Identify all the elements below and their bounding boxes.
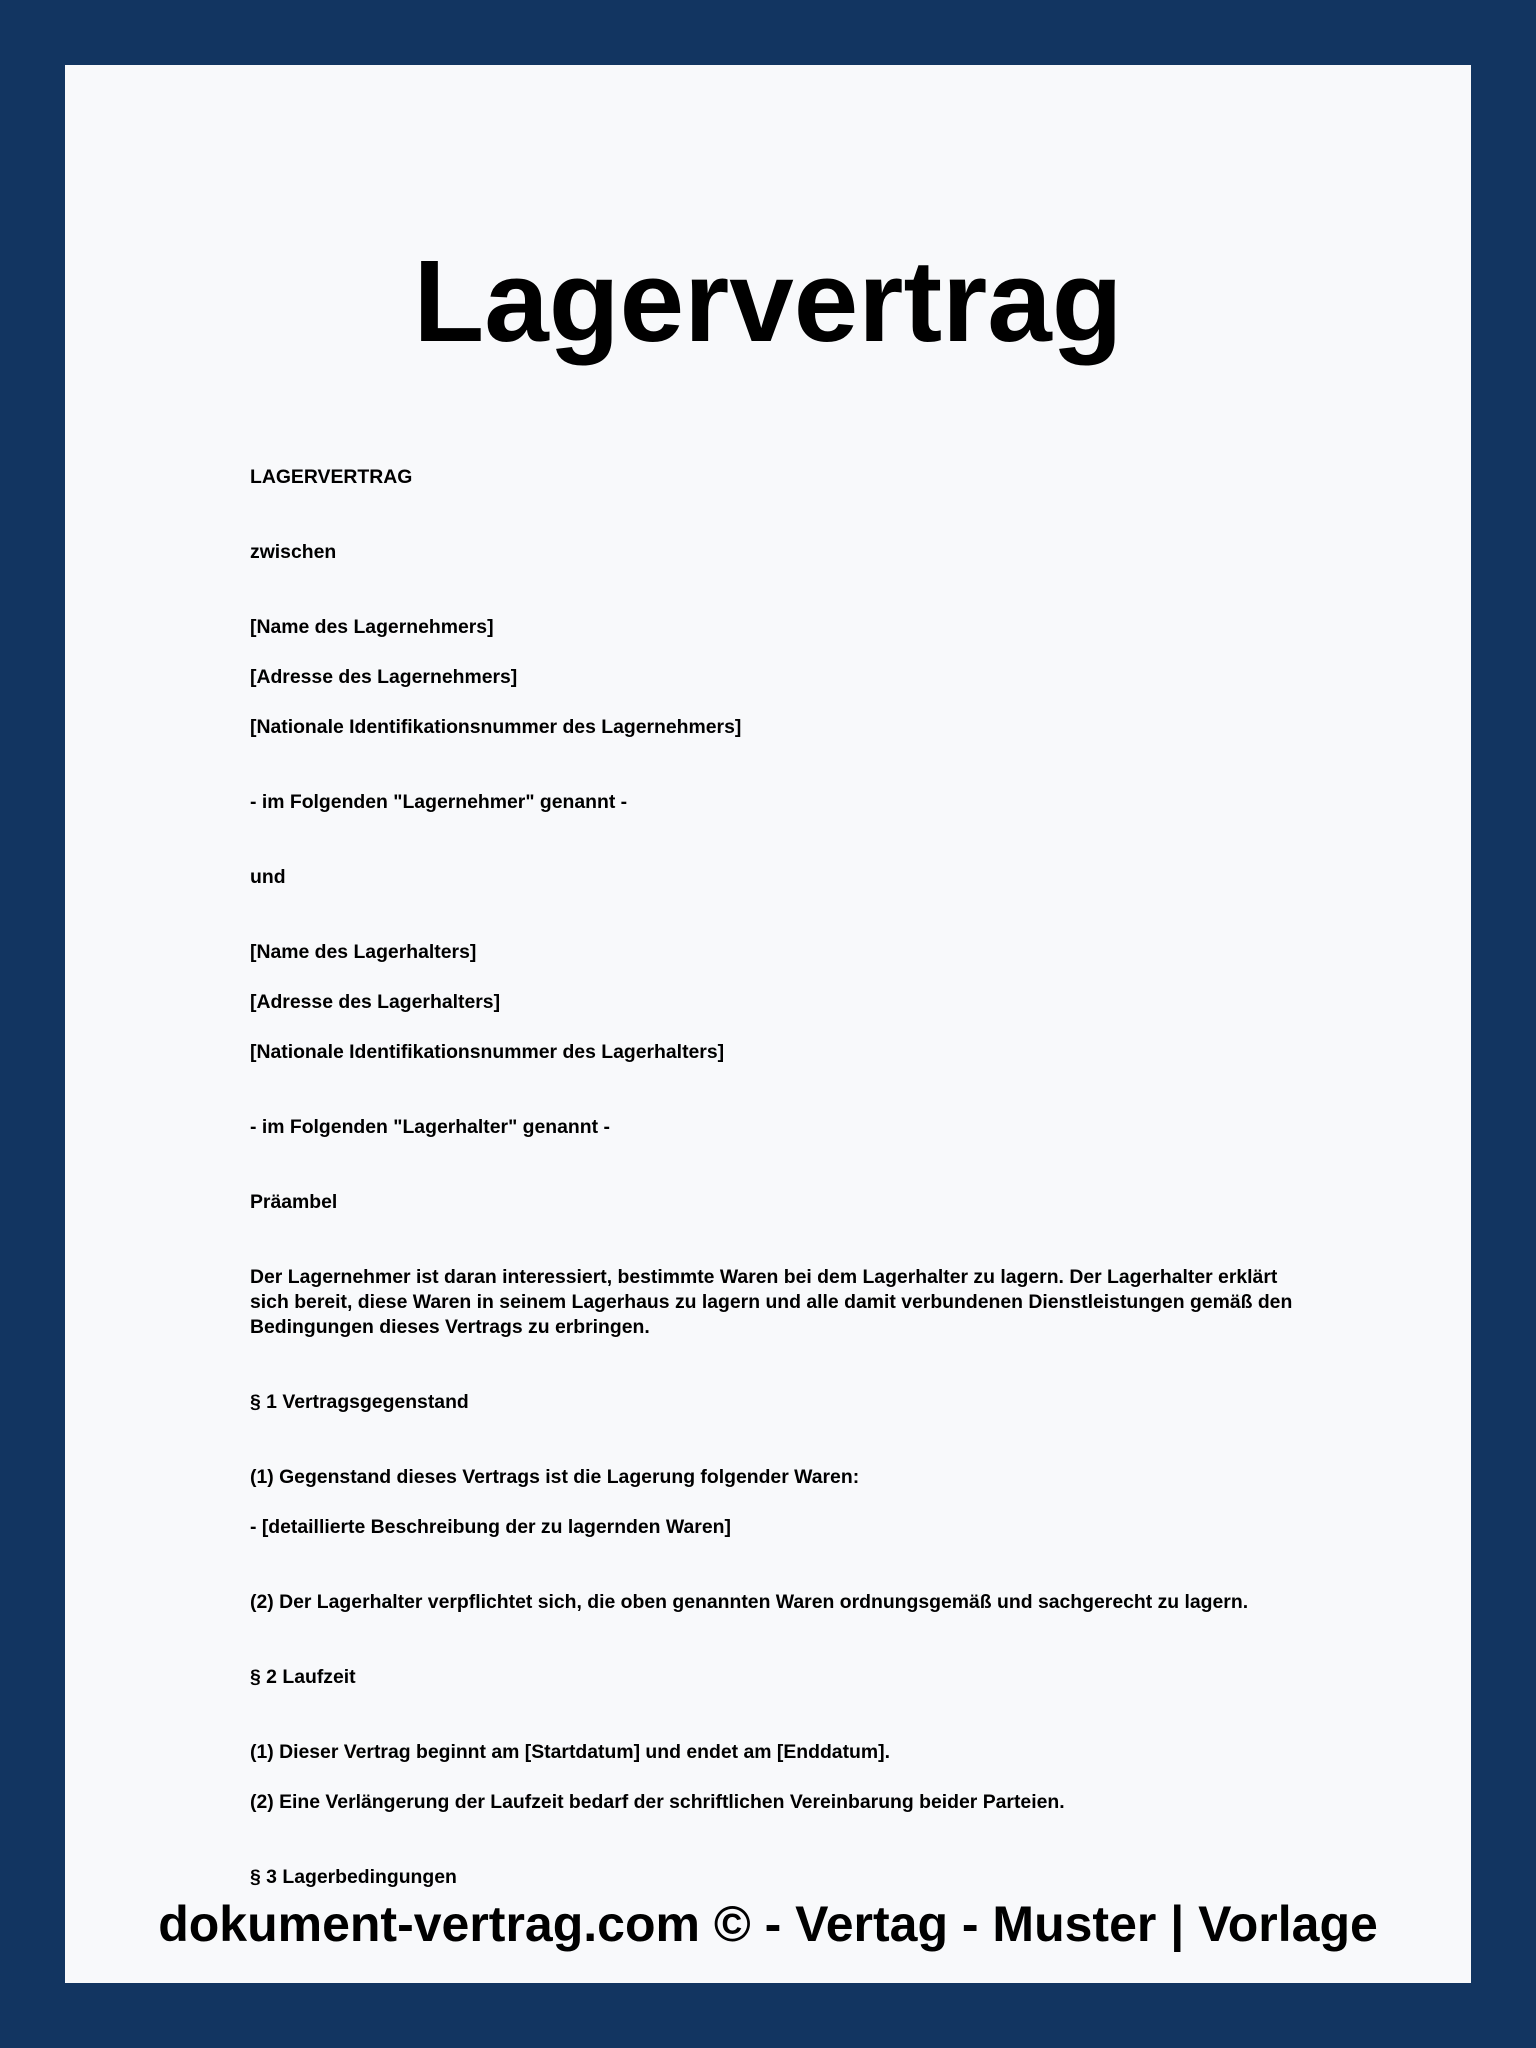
section2-paragraph2: (2) Eine Verlängerung der Laufzeit bedarf der schriftlichen Vereinbarung beider Parteien. bbox=[250, 1791, 1065, 1813]
section1-item: - [detaillierte Beschreibung der zu lagernden Waren] bbox=[250, 1516, 731, 1538]
preamble-text: Der Lagernehmer ist daran interessiert, bestimmte Waren bei dem Lagerhalter zu lagern. Der Lagerhalter erklärt sich bereit, diese Waren in seinem Lagerhaus zu lagern und alle damit verbundenen Dienstleistungen gemäß den Bedingungen dieses Vertrags zu erbringen. bbox=[250, 1266, 1293, 1338]
party1-address: [Adresse des Lagernehmers] bbox=[250, 666, 518, 688]
preamble-heading: Präambel bbox=[250, 1191, 338, 1213]
section1-paragraph1: (1) Gegenstand dieses Vertrags ist die Lagerung folgender Waren: bbox=[250, 1466, 860, 1488]
party2-id: [Nationale Identifikationsnummer des Lagerhalters] bbox=[250, 1041, 725, 1063]
document-page bbox=[65, 65, 1471, 1983]
party1-designation: - im Folgenden "Lagernehmer" genannt - bbox=[250, 791, 628, 813]
party2-address: [Adresse des Lagerhalters] bbox=[250, 991, 501, 1013]
section3-heading: § 3 Lagerbedingungen bbox=[250, 1866, 457, 1888]
footer-watermark: dokument-vertrag.com © - Vertag - Muster | Vorlage bbox=[158, 1896, 1378, 1952]
party1-id: [Nationale Identifikationsnummer des Lagernehmers] bbox=[250, 716, 742, 738]
party2-name: [Name des Lagerhalters] bbox=[250, 941, 477, 963]
contract-heading: LAGERVERTRAG bbox=[250, 466, 413, 488]
party1-name: [Name des Lagernehmers] bbox=[250, 616, 494, 638]
section2-heading: § 2 Laufzeit bbox=[250, 1666, 356, 1688]
between-label: zwischen bbox=[250, 541, 337, 563]
section1-paragraph2: (2) Der Lagerhalter verpflichtet sich, die oben genannten Waren ordnungsgemäß und sachgerecht zu lagern. bbox=[250, 1591, 1249, 1613]
party2-designation: - im Folgenden "Lagerhalter" genannt - bbox=[250, 1116, 610, 1138]
document-title: Lagervertrag bbox=[413, 236, 1123, 366]
and-label: und bbox=[250, 866, 286, 888]
section2-paragraph1: (1) Dieser Vertrag beginnt am [Startdatum] und endet am [Enddatum]. bbox=[250, 1741, 890, 1763]
section1-heading: § 1 Vertragsgegenstand bbox=[250, 1391, 469, 1413]
